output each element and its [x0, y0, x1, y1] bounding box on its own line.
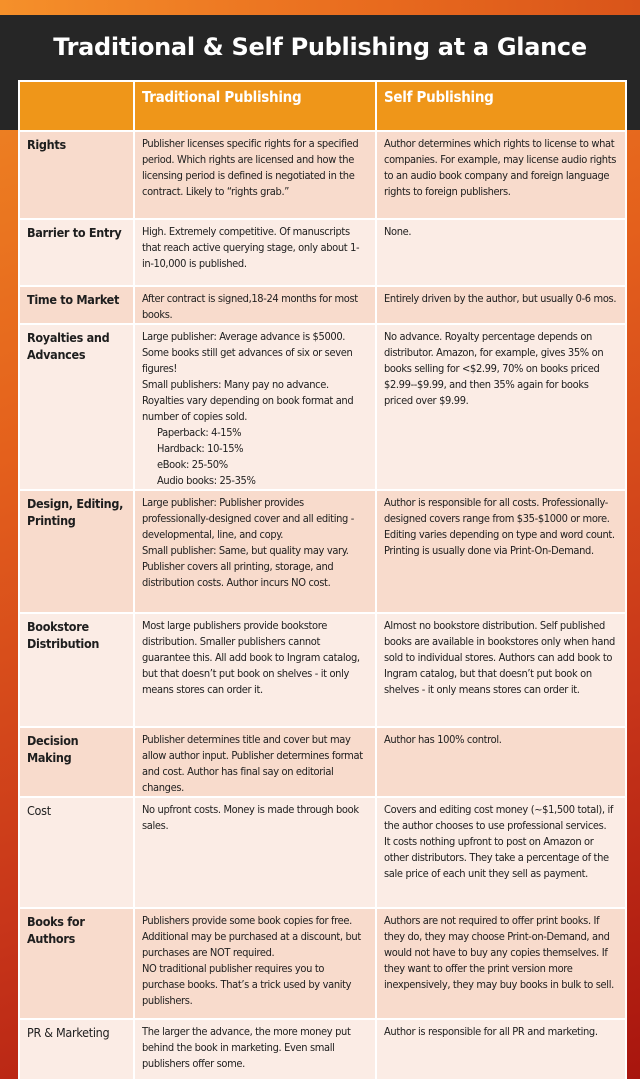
- table-row-time-to-market: [19, 286, 626, 324]
- self-cell: [376, 797, 626, 908]
- cell-text: Author determines which rights to license to what companies. For example, may license audio rights to an audio book company and foreign language rights to foreign publishers.: [384, 137, 617, 198]
- traditional-cell: [134, 727, 376, 797]
- row-label: Barrier to Entry: [19, 219, 134, 286]
- table-row-pr-and-marketing: [19, 1019, 626, 1079]
- header-empty-cell: [19, 81, 134, 131]
- comparison-table: [18, 80, 627, 1079]
- cell-text: No advance. Royalty percentage depends on distributor. Amazon, for example, gives 35% on books selling for <$2.99, 70% on books priced $2.99--$9.99, and then 35% again for books priced over $9.99.: [384, 330, 604, 407]
- traditional-cell: [134, 797, 376, 908]
- traditional-cell: [134, 131, 376, 219]
- royalty-item-ebook: eBook: 25-50%: [157, 458, 228, 471]
- self-cell: [376, 131, 626, 219]
- table-row-books-for-authors: [19, 908, 626, 1019]
- royalty-item-hardback: Hardback: 10-15%: [157, 442, 244, 455]
- cell-text: Most large publishers provide bookstore distribution. Smaller publishers cannot guarantee this. All add book to Ingram catalog, but that doesn’t put book on shelves - it only means stores can order it.: [142, 619, 360, 696]
- cell-text: Publisher licenses specific rights for a specified period. Which rights are licensed and how the licensing period is defined is negotiated in the contract. Likely to “rights grab.”: [142, 137, 359, 198]
- cell-text: Small publisher: Same, but quality may vary.: [142, 544, 349, 557]
- header-traditional-publishing: Traditional Publishing: [134, 81, 376, 131]
- row-label: Cost: [19, 797, 134, 908]
- row-label: Decision Making: [19, 727, 134, 797]
- cell-text: Small publishers: Many pay no advance.: [142, 378, 329, 391]
- self-cell: [376, 219, 626, 286]
- traditional-cell: [134, 490, 376, 613]
- cell-text: Covers and editing cost money (~$1,500 total), if the author chooses to use professional services.: [384, 803, 613, 832]
- royalty-item-audio-books: Audio books: 25-35%: [157, 474, 256, 487]
- self-cell: [376, 1019, 626, 1079]
- cell-text: Royalties vary depending on book format and number of copies sold.: [142, 394, 354, 423]
- cell-text: Publisher covers all printing, storage, and distribution costs. Author incurs NO cost.: [142, 560, 334, 589]
- row-label: Books for Authors: [19, 908, 134, 1019]
- row-label: Bookstore Distribution: [19, 613, 134, 727]
- cell-text: The larger the advance, the more money put behind the book in marketing. Even small publishers offer some.: [142, 1025, 351, 1070]
- cell-text: None.: [384, 225, 412, 238]
- row-label: PR & Marketing: [19, 1019, 134, 1079]
- cell-text: High. Extremely competitive. Of manuscripts that reach active querying stage, only about 1-in-10,000 is published.: [142, 225, 360, 270]
- cell-text: It costs nothing upfront to post on Amazon or other distributors. They take a percentage of the sale price of each unit they sell as payment.: [384, 835, 609, 880]
- cell-text: Publishers provide some book copies for free. Additional may be purchased at a discount, but purchases are NOT required.: [142, 914, 361, 959]
- traditional-cell: [134, 324, 376, 490]
- self-cell: [376, 908, 626, 1019]
- cell-text: Authors are not required to offer print books. If they do, they may choose Print-on-Demand, and would not have to buy any copies themselves. If they want to offer the print version more inexpensively, they may buy books in bulk to sell.: [384, 914, 614, 991]
- cell-text: Almost no bookstore distribution. Self published books are available in bookstores only when hand sold to individual stores. Authors can add book to Ingram catalog, but that doesn’t put book on shelves - it only means stores can order it.: [384, 619, 615, 696]
- self-cell: [376, 490, 626, 613]
- self-cell: [376, 727, 626, 797]
- cell-text: Entirely driven by the author, but usually 0-6 mos.: [384, 292, 617, 305]
- row-label: Royalties and Advances: [19, 324, 134, 490]
- table-row-bookstore-distribution: [19, 613, 626, 727]
- table-row-rights: [19, 131, 626, 219]
- traditional-cell: [134, 286, 376, 324]
- top-accent-strip: [0, 0, 640, 15]
- table-row-royalties-and-advances: [19, 324, 626, 490]
- table-row-cost: [19, 797, 626, 908]
- traditional-cell: [134, 908, 376, 1019]
- cell-text: Author has 100% control.: [384, 733, 502, 746]
- self-cell: [376, 613, 626, 727]
- header-self-publishing: Self Publishing: [376, 81, 626, 131]
- royalty-item-paperback: Paperback: 4-15%: [157, 426, 242, 439]
- cell-text: NO traditional publisher requires you to purchase books. That’s a trick used by vanity publishers.: [142, 962, 352, 1007]
- cell-text: Large publisher: Average advance is $5000. Some books still get advances of six or seven figures!: [142, 330, 353, 375]
- cell-text: After contract is signed,18-24 months for most books.: [142, 292, 358, 321]
- cell-text: Author is responsible for all PR and marketing.: [384, 1025, 598, 1038]
- row-label: Design, Editing, Printing: [19, 490, 134, 613]
- cell-text: Large publisher: Publisher provides professionally-designed cover and all editing - developmental, line, and copy.: [142, 496, 354, 541]
- cell-text: No upfront costs. Money is made through book sales.: [142, 803, 359, 832]
- table-row-design-editing-printing: [19, 490, 626, 613]
- self-cell: [376, 324, 626, 490]
- table-row-barrier-to-entry: [19, 219, 626, 286]
- table-row-decision-making: [19, 727, 626, 797]
- table-header-row: [19, 81, 626, 131]
- traditional-cell: [134, 1019, 376, 1079]
- row-label: Rights: [19, 131, 134, 219]
- cell-text: Publisher determines title and cover but may allow author input. Publisher determines format and cost. Author has final say on editorial changes.: [142, 733, 363, 794]
- traditional-cell: [134, 219, 376, 286]
- page-title: Traditional & Self Publishing at a Glance: [53, 33, 587, 61]
- cell-text: Author is responsible for all costs. Professionally-designed covers range from $35-$1000 or more. Editing varies depending on type and word count. Printing is usually done via Print-On-Demand.: [384, 496, 615, 557]
- row-label: Time to Market: [19, 286, 134, 324]
- self-cell: [376, 286, 626, 324]
- traditional-cell: [134, 613, 376, 727]
